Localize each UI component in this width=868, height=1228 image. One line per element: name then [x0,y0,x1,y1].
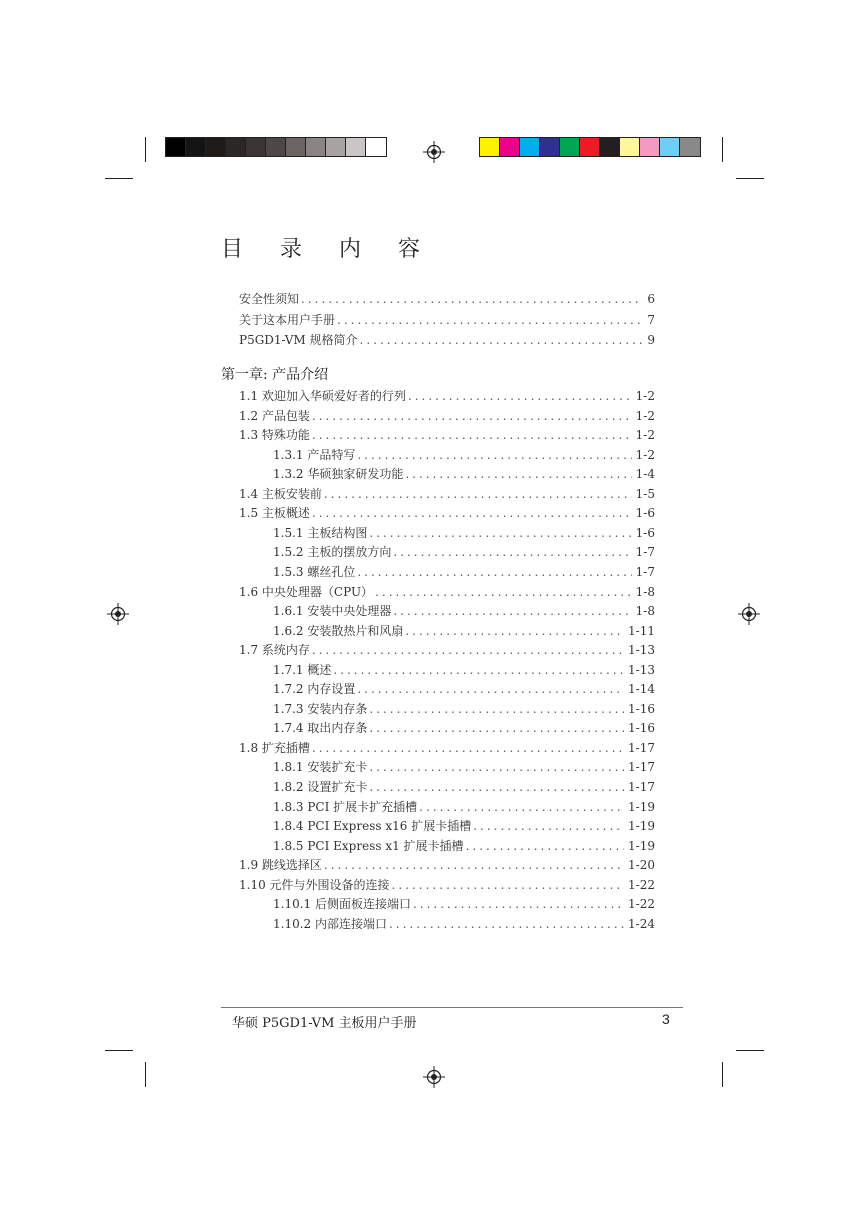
toc-subsection-entry[interactable] [273,542,655,562]
grayscale-bar [165,137,387,157]
toc-entry-page: 1-5 [635,486,655,501]
toc-entry-label: 1.5.2 主板的摆放方向 [273,545,392,560]
toc-subsection-entry[interactable] [273,562,655,582]
crop-mark-top-right-h [736,178,764,179]
toc-entry-label: 1.8.2 设置扩充卡 [273,780,368,794]
toc-leader-dots [357,562,631,582]
chapter-heading: 第一章: 产品介绍 [221,367,329,383]
toc-entry-label: 1.8.5 PCI Express x1 扩展卡插槽 [273,838,464,853]
process-color-swatch [680,138,700,156]
registration-mark-right-icon [738,603,760,625]
toc-entry-page: 1-22 [628,877,655,892]
toc-section-entry[interactable] [239,855,655,875]
page-title: 目 录 内 容 [221,237,435,262]
toc-entry-label: 1.3 特殊功能 [239,428,310,443]
toc-leader-dots [369,523,631,543]
toc-leader-dots [312,640,624,660]
toc-leader-dots [419,797,624,817]
crop-mark-bottom-left-v [145,1062,146,1087]
toc-subsection-entry[interactable] [273,464,655,484]
toc-leader-dots [405,621,624,641]
toc-subsection-entry[interactable] [273,777,655,797]
toc-subsection-entry[interactable] [273,836,655,856]
toc-section-entry[interactable] [239,484,655,504]
toc-leader-dots [466,836,624,856]
toc-entry-page: 1-16 [628,701,655,716]
toc-leader-dots [333,660,624,680]
toc-entry-page: 1-17 [628,760,655,775]
toc-subsection-entry[interactable] [273,914,655,934]
toc-entry-page: 1-2 [635,389,655,403]
toc-leader-dots [357,679,624,699]
toc-entry-label: 1.3.2 华硕独家研发功能 [273,467,404,482]
grayscale-swatch [166,138,186,156]
toc-section-entry[interactable] [239,582,655,602]
grayscale-swatch [226,138,246,156]
toc-entry-page: 1-13 [628,662,655,677]
toc-section-entry[interactable] [239,425,655,445]
process-color-swatch [580,138,600,156]
toc-leader-dots [301,289,643,309]
toc-leader-dots [392,875,624,895]
toc-front-entry[interactable] [239,289,655,309]
toc-section-entry[interactable] [239,738,655,758]
toc-entry-label: 1.5 主板概述 [239,506,310,521]
toc-leader-dots [389,914,624,934]
toc-entry-label: 1.7.3 安装内存条 [273,701,368,716]
toc-entry-page: 1-17 [628,780,655,794]
registration-mark-bottom-icon [423,1066,445,1088]
toc-subsection-entry[interactable] [273,816,655,836]
toc-subsection-entry[interactable] [273,679,655,699]
footer-divider [221,1007,683,1008]
toc-entry-label: 1.10 元件与外围设备的连接 [239,877,390,892]
toc-entry-label: 关于这本用户手册 [239,312,336,327]
process-color-swatch [500,138,520,156]
crop-mark-top-left-v [145,137,146,162]
toc-entry-page: 1-22 [628,897,655,912]
toc-leader-dots [393,601,631,621]
process-color-swatch [560,138,580,156]
toc-entry-label: 1.8.4 PCI Express x16 扩展卡插槽 [273,819,472,834]
grayscale-swatch [206,138,226,156]
toc-leader-dots [369,718,624,738]
toc-entry-page: 1-6 [635,506,655,521]
toc-section-entry[interactable] [239,406,655,426]
toc-entry-label: 1.7.1 概述 [273,662,332,677]
toc-entry-page: 1-14 [628,682,655,697]
toc-leader-dots [312,738,624,758]
toc-entry-page: 1-13 [628,643,655,658]
toc-leader-dots [312,425,632,445]
grayscale-swatch [326,138,346,156]
toc-front-entry[interactable] [239,330,655,350]
toc-entry-page: 1-19 [628,799,655,814]
toc-entry-label: 1.5.1 主板结构图 [273,525,368,540]
toc-entry-page: 1-7 [635,545,655,560]
toc-leader-dots [473,816,624,836]
crop-mark-bottom-right-v [722,1062,723,1087]
toc-leader-dots [369,757,624,777]
toc-entry-label: P5GD1-VM 规格简介 [239,333,358,347]
toc-entry-label: 1.6.2 安装散热片和风扇 [273,623,404,638]
toc-entry-page: 1-4 [635,467,655,482]
toc-leader-dots [369,699,624,719]
process-color-swatch [600,138,620,156]
registration-mark-left-icon [107,603,129,625]
toc-entry-label: 1.4 主板安装前 [239,486,322,501]
grayscale-swatch [266,138,286,156]
toc-entry-label: 1.9 跳线选择区 [239,858,322,873]
toc-entry-page: 9 [647,333,655,347]
toc-subsection-entry[interactable] [273,660,655,680]
toc-entry-page: 1-6 [635,525,655,540]
toc-section-entry[interactable] [239,503,655,523]
toc-entry-page: 1-19 [628,838,655,853]
toc-entry-page: 1-2 [635,428,655,443]
toc-entry-page: 1-2 [635,447,655,462]
toc-subsection-entry[interactable] [273,445,655,465]
grayscale-swatch [246,138,266,156]
grayscale-swatch [366,138,386,156]
toc-entry-label: 1.6.1 安装中央处理器 [273,604,392,619]
crop-mark-top-right-v [722,137,723,162]
toc-entry-page: 6 [647,292,655,306]
process-color-swatch [620,138,640,156]
toc-entry-label: 1.7 系统内存 [239,643,310,658]
toc-entry-page: 1-24 [628,916,655,931]
toc-leader-dots [324,855,624,875]
grayscale-swatch [306,138,326,156]
toc-entry-page: 1-8 [635,604,655,619]
process-color-swatch [540,138,560,156]
toc-entry-page: 1-11 [628,623,655,638]
registration-mark-top-icon [423,141,445,163]
footer-manual-title: 华硕 P5GD1-VM 主板用户手册 [232,1016,417,1031]
toc-entry-label: 1.7.4 取出内存条 [273,721,368,736]
toc-entry-label: 1.5.3 螺丝孔位 [273,564,356,579]
toc-subsection-entry[interactable] [273,699,655,719]
toc-entry-page: 7 [647,312,655,327]
toc-subsection-entry[interactable] [273,757,655,777]
toc-entry-page: 1-2 [635,408,655,423]
toc-leader-dots [369,777,624,797]
toc-section-entry[interactable] [239,875,655,895]
toc-leader-dots [324,484,632,504]
toc-entry-label: 1.6 中央处理器（CPU） [239,584,374,599]
toc-entry-label: 1.1 欢迎加入华硕爱好者的行列 [239,389,406,403]
toc-entry-label: 1.10.1 后侧面板连接端口 [273,897,411,912]
toc-leader-dots [357,445,631,465]
toc-leader-dots [360,330,644,350]
toc-subsection-entry[interactable] [273,523,655,543]
toc-subsection-entry[interactable] [273,718,655,738]
toc-entry-label: 1.7.2 内存设置 [273,682,356,697]
grayscale-swatch [346,138,366,156]
crop-mark-top-left-h [105,178,133,179]
grayscale-swatch [286,138,306,156]
toc-entry-label: 1.8.1 安装扩充卡 [273,760,368,775]
process-color-bar [479,137,701,157]
grayscale-swatch [186,138,206,156]
toc-section-entry[interactable] [239,386,655,406]
toc-front-entry[interactable] [239,310,655,330]
toc-leader-dots [408,386,632,406]
toc-entry-page: 1-19 [628,819,655,834]
toc-leader-dots [337,310,643,330]
toc-entry-page: 1-7 [635,564,655,579]
toc-leader-dots [413,894,624,914]
toc-entry-page: 1-20 [628,858,655,873]
toc-leader-dots [405,464,631,484]
toc-subsection-entry[interactable] [273,601,655,621]
toc-entry-label: 1.10.2 内部连接端口 [273,916,387,931]
toc-entry-label: 1.3.1 产品特写 [273,447,356,462]
process-color-swatch [480,138,500,156]
toc-subsection-entry[interactable] [273,894,655,914]
toc-entry-page: 1-8 [635,584,655,599]
toc-leader-dots [312,406,632,426]
process-color-swatch [660,138,680,156]
toc-section-entry[interactable] [239,640,655,660]
toc-leader-dots [312,503,632,523]
toc-entry-label: 1.8.3 PCI 扩展卡扩充插槽 [273,799,418,814]
footer-page-number: 3 [662,1011,670,1027]
toc-entry-label: 1.8 扩充插槽 [239,740,310,755]
crop-mark-bottom-right-h [736,1050,764,1051]
toc-entry-label: 安全性须知 [239,292,300,306]
process-color-swatch [640,138,660,156]
toc-subsection-entry[interactable] [273,797,655,817]
toc-leader-dots [375,582,632,602]
toc-subsection-entry[interactable] [273,621,655,641]
toc-entry-page: 1-17 [628,740,655,755]
crop-mark-bottom-left-h [105,1050,133,1051]
process-color-swatch [520,138,540,156]
toc-leader-dots [393,542,631,562]
toc-entry-label: 1.2 产品包装 [239,408,310,423]
toc-entry-page: 1-16 [628,721,655,736]
